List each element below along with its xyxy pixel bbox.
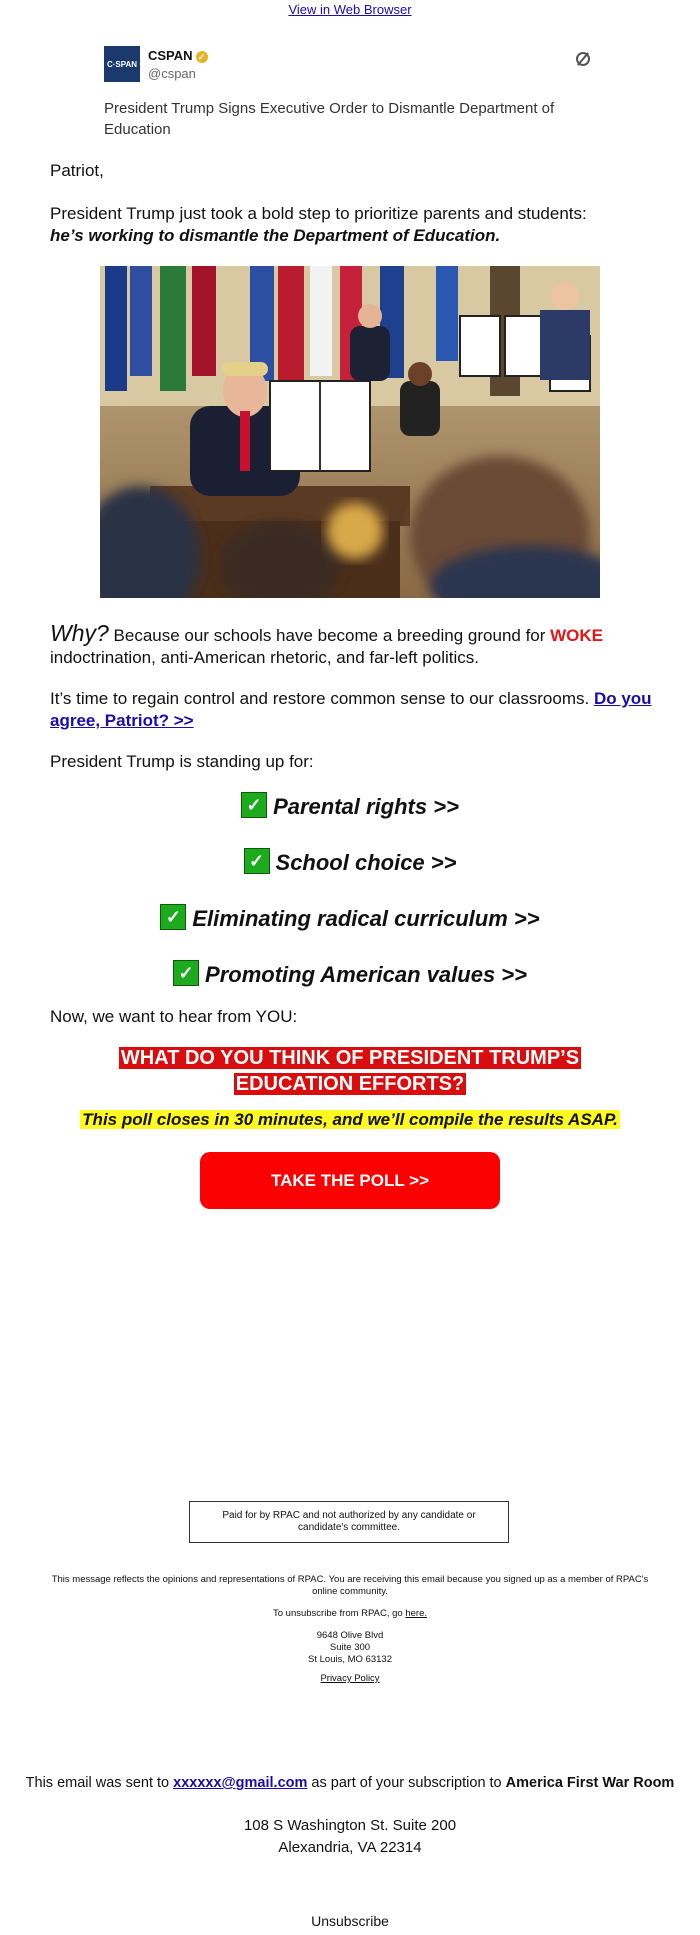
why-word: Why? bbox=[50, 620, 109, 646]
why-text-1: Because our schools have become a breeding ground for bbox=[108, 626, 551, 645]
check-item-label: Promoting American values >> bbox=[205, 962, 527, 987]
poll-headline bbox=[0, 1045, 700, 1097]
rpac-reflect-text: This message reflects the opinions and representations of RPAC. You are receiving this email because you signed up as a member of RPAC's online community. bbox=[51, 1574, 649, 1597]
sent-to-mid: as part of your subscription to bbox=[307, 1775, 506, 1791]
regain-paragraph bbox=[50, 688, 660, 732]
view-in-browser bbox=[0, 2, 700, 17]
check-item-curriculum[interactable] bbox=[0, 906, 700, 933]
org-address-line-1: 108 S Washington St. Suite 200 bbox=[243, 1817, 457, 1834]
regain-text: It’s time to regain control and restore common sense to our classrooms. bbox=[50, 689, 594, 708]
signing-photo[interactable] bbox=[100, 266, 600, 598]
rpac-address-line-2: Suite 300 bbox=[329, 1642, 371, 1653]
greeting: Patriot, bbox=[50, 161, 104, 180]
check-mark-icon: ✓ bbox=[244, 848, 270, 874]
tweet-author-name-text: CSPAN bbox=[148, 48, 193, 63]
why-paragraph bbox=[50, 622, 660, 669]
check-item-parental-rights[interactable] bbox=[0, 794, 700, 821]
org-address bbox=[0, 1815, 700, 1859]
rpac-address-line-3: St Louis, MO 63132 bbox=[308, 1654, 392, 1665]
poll-deadline-note bbox=[0, 1110, 700, 1130]
signing-photo-illustration bbox=[100, 266, 600, 598]
unsubscribe-link[interactable]: Unsubscribe bbox=[311, 1913, 389, 1929]
rpac-address-line-1: 9648 Olive Blvd bbox=[316, 1630, 384, 1641]
rpac-address bbox=[50, 1630, 650, 1666]
poll-deadline-text: This poll closes in 30 minutes, and we’ll compile the results ASAP. bbox=[82, 1110, 618, 1129]
standing-up-for: President Trump is standing up for: bbox=[50, 752, 314, 771]
tweet-text: President Trump Signs Executive Order to Dismantle Department of Education bbox=[104, 100, 555, 138]
org-address-line-2: Alexandria, VA 22314 bbox=[278, 1839, 422, 1856]
cspan-avatar: C·SPAN bbox=[104, 46, 140, 82]
check-item-label: School choice >> bbox=[275, 850, 457, 875]
sent-to-pre: This email was sent to bbox=[25, 1775, 174, 1791]
rpac-unsub-lead: To unsubscribe from RPAC, go bbox=[272, 1608, 406, 1619]
rpac-unsubscribe-text bbox=[50, 1608, 650, 1620]
poll-headline-line-1: WHAT DO YOU THINK OF PRESIDENT TRUMP’S bbox=[120, 1047, 580, 1069]
recipient-email-link[interactable]: xxxxxx@gmail.com bbox=[173, 1775, 308, 1791]
agree-link[interactable]: Do you agree, Patriot? >> bbox=[50, 689, 652, 730]
x-logo-icon[interactable] bbox=[576, 52, 590, 66]
lead-paragraph bbox=[50, 203, 660, 247]
tweet-author-name bbox=[148, 48, 208, 63]
verified-badge-icon: ✓ bbox=[196, 51, 208, 63]
lead-emphasis: he’s working to dismantle the Department of Education. bbox=[50, 226, 501, 245]
now-hear-from-you: Now, we want to hear from YOU: bbox=[50, 1007, 298, 1026]
lead-text: President Trump just took a bold step to prioritize parents and students: bbox=[50, 204, 587, 223]
view-in-browser-link[interactable]: View in Web Browser bbox=[288, 2, 412, 17]
check-item-label: Eliminating radical curriculum >> bbox=[192, 906, 540, 931]
subscription-brand: America First War Room bbox=[505, 1775, 675, 1791]
check-item-school-choice[interactable] bbox=[0, 850, 700, 877]
check-item-american-values[interactable] bbox=[0, 962, 700, 989]
rpac-unsub-link[interactable]: here. bbox=[405, 1608, 427, 1619]
check-mark-icon: ✓ bbox=[160, 904, 186, 930]
check-mark-icon: ✓ bbox=[241, 792, 267, 818]
privacy-policy-link[interactable]: Privacy Policy bbox=[320, 1673, 380, 1684]
tweet-author-handle: @cspan bbox=[148, 66, 196, 81]
privacy-policy bbox=[50, 1673, 650, 1685]
check-mark-icon: ✓ bbox=[173, 960, 199, 986]
poll-headline-line-2: EDUCATION EFFORTS? bbox=[235, 1073, 465, 1095]
sent-to-line bbox=[0, 1775, 700, 1791]
woke-word: WOKE bbox=[550, 626, 604, 645]
paid-for-disclaimer: Paid for by RPAC and not authorized by any candidate or candidate's committee. bbox=[189, 1501, 509, 1543]
take-poll-button[interactable]: TAKE THE POLL >> bbox=[200, 1152, 500, 1209]
why-text-2: indoctrination, anti-American rhetoric, and far-left politics. bbox=[50, 648, 479, 667]
check-item-label: Parental rights >> bbox=[273, 794, 459, 819]
